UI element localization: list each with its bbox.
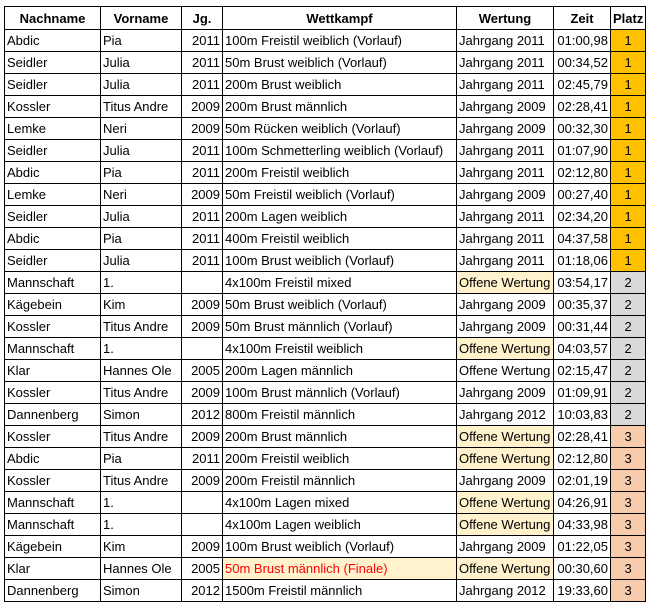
cell-nachname: Abdic [5, 448, 101, 470]
cell-wertung: Jahrgang 2012 [457, 404, 554, 426]
cell-jg: 2005 [182, 558, 223, 580]
cell-wettkampf: 50m Brust weiblich (Vorlauf) [223, 52, 457, 74]
cell-wettkampf: 100m Brust weiblich (Vorlauf) [223, 536, 457, 558]
cell-jg: 2011 [182, 162, 223, 184]
cell-zeit: 04:37,58 [554, 228, 611, 250]
cell-vorname: Simon [101, 404, 182, 426]
cell-vorname: Pia [101, 162, 182, 184]
cell-wettkampf: 4x100m Lagen weiblich [223, 514, 457, 536]
cell-jg: 2009 [182, 426, 223, 448]
cell-platz: 1 [611, 184, 646, 206]
cell-vorname: 1. [101, 492, 182, 514]
cell-zeit: 00:27,40 [554, 184, 611, 206]
cell-nachname: Kossler [5, 470, 101, 492]
cell-nachname: Mannschaft [5, 492, 101, 514]
cell-platz: 2 [611, 316, 646, 338]
cell-zeit: 02:15,47 [554, 360, 611, 382]
table-row [5, 206, 646, 228]
cell-jg: 2011 [182, 74, 223, 96]
cell-wertung: Jahrgang 2009 [457, 96, 554, 118]
cell-zeit: 01:18,06 [554, 250, 611, 272]
cell-jg [182, 338, 223, 360]
cell-nachname: Abdic [5, 30, 101, 52]
cell-wertung: Offene Wertung [457, 514, 554, 536]
cell-jg: 2011 [182, 140, 223, 162]
cell-platz: 1 [611, 162, 646, 184]
cell-wettkampf: 200m Lagen männlich [223, 360, 457, 382]
cell-zeit: 00:31,44 [554, 316, 611, 338]
table-row [5, 404, 646, 426]
cell-zeit: 04:33,98 [554, 514, 611, 536]
cell-wettkampf: 4x100m Freistil weiblich [223, 338, 457, 360]
cell-vorname: Julia [101, 206, 182, 228]
header-nachname: Nachname [5, 7, 101, 30]
cell-wertung: Jahrgang 2011 [457, 30, 554, 52]
table-row [5, 272, 646, 294]
cell-vorname: Titus Andre [101, 470, 182, 492]
header-row [5, 7, 646, 30]
cell-vorname: Titus Andre [101, 426, 182, 448]
table-row [5, 140, 646, 162]
cell-nachname: Abdic [5, 162, 101, 184]
cell-wettkampf: 1500m Freistil männlich [223, 580, 457, 602]
results-body [5, 30, 646, 602]
cell-wettkampf: 100m Schmetterling weiblich (Vorlauf) [223, 140, 457, 162]
cell-jg: 2009 [182, 118, 223, 140]
cell-nachname: Kossler [5, 96, 101, 118]
cell-wertung: Offene Wertung [457, 426, 554, 448]
cell-wettkampf: 50m Freistil weiblich (Vorlauf) [223, 184, 457, 206]
cell-jg: 2012 [182, 404, 223, 426]
cell-platz: 3 [611, 514, 646, 536]
cell-platz: 1 [611, 140, 646, 162]
cell-wertung: Offene Wertung [457, 338, 554, 360]
cell-zeit: 02:12,80 [554, 448, 611, 470]
cell-wettkampf: 200m Brust männlich [223, 96, 457, 118]
cell-platz: 1 [611, 118, 646, 140]
cell-platz: 3 [611, 426, 646, 448]
cell-wertung: Jahrgang 2009 [457, 470, 554, 492]
cell-jg [182, 492, 223, 514]
table-row [5, 492, 646, 514]
cell-vorname: Pia [101, 228, 182, 250]
cell-zeit: 02:12,80 [554, 162, 611, 184]
cell-vorname: Pia [101, 30, 182, 52]
cell-nachname: Seidler [5, 206, 101, 228]
cell-nachname: Klar [5, 558, 101, 580]
table-row [5, 96, 646, 118]
cell-wertung: Jahrgang 2011 [457, 250, 554, 272]
cell-vorname: 1. [101, 338, 182, 360]
cell-jg: 2009 [182, 294, 223, 316]
cell-wertung: Jahrgang 2011 [457, 140, 554, 162]
cell-vorname: Titus Andre [101, 96, 182, 118]
cell-vorname: Simon [101, 580, 182, 602]
cell-nachname: Seidler [5, 140, 101, 162]
cell-jg: 2011 [182, 206, 223, 228]
cell-wertung: Offene Wertung [457, 272, 554, 294]
cell-wettkampf: 200m Lagen weiblich [223, 206, 457, 228]
table-row [5, 382, 646, 404]
cell-platz: 2 [611, 382, 646, 404]
cell-wettkampf: 200m Freistil männlich [223, 470, 457, 492]
cell-jg: 2011 [182, 448, 223, 470]
cell-vorname: Kim [101, 536, 182, 558]
cell-platz: 2 [611, 272, 646, 294]
cell-nachname: Dannenberg [5, 580, 101, 602]
cell-wertung: Jahrgang 2009 [457, 316, 554, 338]
cell-jg [182, 514, 223, 536]
cell-zeit: 01:22,05 [554, 536, 611, 558]
cell-wertung: Jahrgang 2009 [457, 118, 554, 140]
header-jg: Jg. [182, 7, 223, 30]
cell-wettkampf: 50m Rücken weiblich (Vorlauf) [223, 118, 457, 140]
cell-vorname: Julia [101, 140, 182, 162]
cell-nachname: Kägebein [5, 536, 101, 558]
cell-zeit: 01:00,98 [554, 30, 611, 52]
cell-zeit: 00:34,52 [554, 52, 611, 74]
cell-wettkampf: 200m Brust männlich [223, 426, 457, 448]
cell-wettkampf: 100m Brust männlich (Vorlauf) [223, 382, 457, 404]
cell-wertung: Offene Wertung [457, 492, 554, 514]
cell-wertung: Jahrgang 2009 [457, 184, 554, 206]
cell-nachname: Seidler [5, 52, 101, 74]
cell-zeit: 02:28,41 [554, 426, 611, 448]
cell-zeit: 00:35,37 [554, 294, 611, 316]
cell-platz: 3 [611, 448, 646, 470]
cell-jg: 2009 [182, 536, 223, 558]
table-row [5, 514, 646, 536]
cell-wettkampf: 100m Freistil weiblich (Vorlauf) [223, 30, 457, 52]
cell-zeit: 02:28,41 [554, 96, 611, 118]
cell-platz: 1 [611, 74, 646, 96]
cell-platz: 1 [611, 30, 646, 52]
cell-wertung: Jahrgang 2011 [457, 74, 554, 96]
cell-wertung: Jahrgang 2011 [457, 52, 554, 74]
cell-wertung: Jahrgang 2009 [457, 294, 554, 316]
table-row [5, 558, 646, 580]
cell-jg: 2005 [182, 360, 223, 382]
cell-zeit: 00:32,30 [554, 118, 611, 140]
cell-platz: 2 [611, 294, 646, 316]
table-row [5, 360, 646, 382]
cell-wettkampf: 50m Brust männlich (Vorlauf) [223, 316, 457, 338]
cell-nachname: Klar [5, 360, 101, 382]
cell-vorname: Titus Andre [101, 316, 182, 338]
table-row [5, 448, 646, 470]
table-row [5, 52, 646, 74]
cell-zeit: 03:54,17 [554, 272, 611, 294]
cell-wettkampf: 200m Freistil weiblich [223, 162, 457, 184]
cell-nachname: Kossler [5, 426, 101, 448]
table-row [5, 228, 646, 250]
cell-zeit: 02:45,79 [554, 74, 611, 96]
cell-nachname: Lemke [5, 118, 101, 140]
cell-jg: 2012 [182, 580, 223, 602]
cell-nachname: Kägebein [5, 294, 101, 316]
cell-platz: 3 [611, 536, 646, 558]
cell-wettkampf: 400m Freistil weiblich [223, 228, 457, 250]
table-row [5, 580, 646, 602]
cell-wertung: Jahrgang 2011 [457, 162, 554, 184]
cell-jg: 2011 [182, 52, 223, 74]
cell-vorname: Kim [101, 294, 182, 316]
table-row [5, 250, 646, 272]
cell-wettkampf: 4x100m Lagen mixed [223, 492, 457, 514]
table-row [5, 30, 646, 52]
cell-vorname: Julia [101, 74, 182, 96]
cell-jg: 2011 [182, 250, 223, 272]
cell-vorname: Titus Andre [101, 382, 182, 404]
cell-nachname: Mannschaft [5, 272, 101, 294]
cell-zeit: 02:01,19 [554, 470, 611, 492]
cell-wertung: Jahrgang 2011 [457, 228, 554, 250]
cell-wettkampf: 50m Brust männlich (Finale) [223, 558, 457, 580]
cell-jg: 2009 [182, 316, 223, 338]
table-row [5, 118, 646, 140]
cell-nachname: Seidler [5, 74, 101, 96]
cell-platz: 1 [611, 96, 646, 118]
table-row [5, 536, 646, 558]
cell-nachname: Kossler [5, 382, 101, 404]
cell-wettkampf: 800m Freistil männlich [223, 404, 457, 426]
cell-jg: 2009 [182, 382, 223, 404]
table-row [5, 294, 646, 316]
table-row [5, 74, 646, 96]
cell-zeit: 04:03,57 [554, 338, 611, 360]
cell-zeit: 01:07,90 [554, 140, 611, 162]
cell-nachname: Abdic [5, 228, 101, 250]
header-zeit: Zeit [554, 7, 611, 30]
cell-vorname: Julia [101, 52, 182, 74]
cell-wertung: Jahrgang 2011 [457, 206, 554, 228]
cell-nachname: Kossler [5, 316, 101, 338]
results-table [4, 6, 646, 602]
cell-jg [182, 272, 223, 294]
cell-wettkampf: 4x100m Freistil mixed [223, 272, 457, 294]
cell-platz: 1 [611, 250, 646, 272]
table-row [5, 338, 646, 360]
cell-nachname: Seidler [5, 250, 101, 272]
cell-platz: 3 [611, 492, 646, 514]
cell-wertung: Jahrgang 2009 [457, 536, 554, 558]
cell-platz: 3 [611, 580, 646, 602]
cell-zeit: 19:33,60 [554, 580, 611, 602]
cell-wettkampf: 200m Freistil weiblich [223, 448, 457, 470]
cell-wettkampf: 50m Brust weiblich (Vorlauf) [223, 294, 457, 316]
cell-wertung: Offene Wertung [457, 360, 554, 382]
cell-platz: 3 [611, 558, 646, 580]
cell-nachname: Mannschaft [5, 338, 101, 360]
cell-zeit: 04:26,91 [554, 492, 611, 514]
cell-wettkampf: 200m Brust weiblich [223, 74, 457, 96]
cell-wertung: Jahrgang 2012 [457, 580, 554, 602]
cell-zeit: 02:34,20 [554, 206, 611, 228]
table-row [5, 316, 646, 338]
cell-jg: 2011 [182, 30, 223, 52]
cell-platz: 1 [611, 228, 646, 250]
header-vorname: Vorname [101, 7, 182, 30]
table-row [5, 162, 646, 184]
table-row [5, 470, 646, 492]
cell-vorname: 1. [101, 514, 182, 536]
cell-platz: 1 [611, 52, 646, 74]
cell-zeit: 00:30,60 [554, 558, 611, 580]
table-row [5, 184, 646, 206]
cell-vorname: Pia [101, 448, 182, 470]
cell-zeit: 01:09,91 [554, 382, 611, 404]
cell-platz: 2 [611, 404, 646, 426]
cell-jg: 2011 [182, 228, 223, 250]
cell-vorname: Julia [101, 250, 182, 272]
cell-jg: 2009 [182, 96, 223, 118]
cell-vorname: Neri [101, 184, 182, 206]
table-row [5, 426, 646, 448]
cell-vorname: Neri [101, 118, 182, 140]
cell-wettkampf: 100m Brust weiblich (Vorlauf) [223, 250, 457, 272]
cell-wertung: Offene Wertung [457, 448, 554, 470]
cell-platz: 3 [611, 470, 646, 492]
cell-platz: 2 [611, 360, 646, 382]
cell-vorname: 1. [101, 272, 182, 294]
cell-wertung: Jahrgang 2009 [457, 382, 554, 404]
cell-platz: 1 [611, 206, 646, 228]
cell-zeit: 10:03,83 [554, 404, 611, 426]
header-wertung: Wertung [457, 7, 554, 30]
cell-nachname: Lemke [5, 184, 101, 206]
cell-nachname: Mannschaft [5, 514, 101, 536]
cell-platz: 2 [611, 338, 646, 360]
cell-wertung: Offene Wertung [457, 558, 554, 580]
cell-jg: 2009 [182, 184, 223, 206]
cell-vorname: Hannes Ole [101, 360, 182, 382]
header-platz: Platz [611, 7, 646, 30]
cell-nachname: Dannenberg [5, 404, 101, 426]
header-wettkampf: Wettkampf [223, 7, 457, 30]
cell-vorname: Hannes Ole [101, 558, 182, 580]
cell-jg: 2009 [182, 470, 223, 492]
